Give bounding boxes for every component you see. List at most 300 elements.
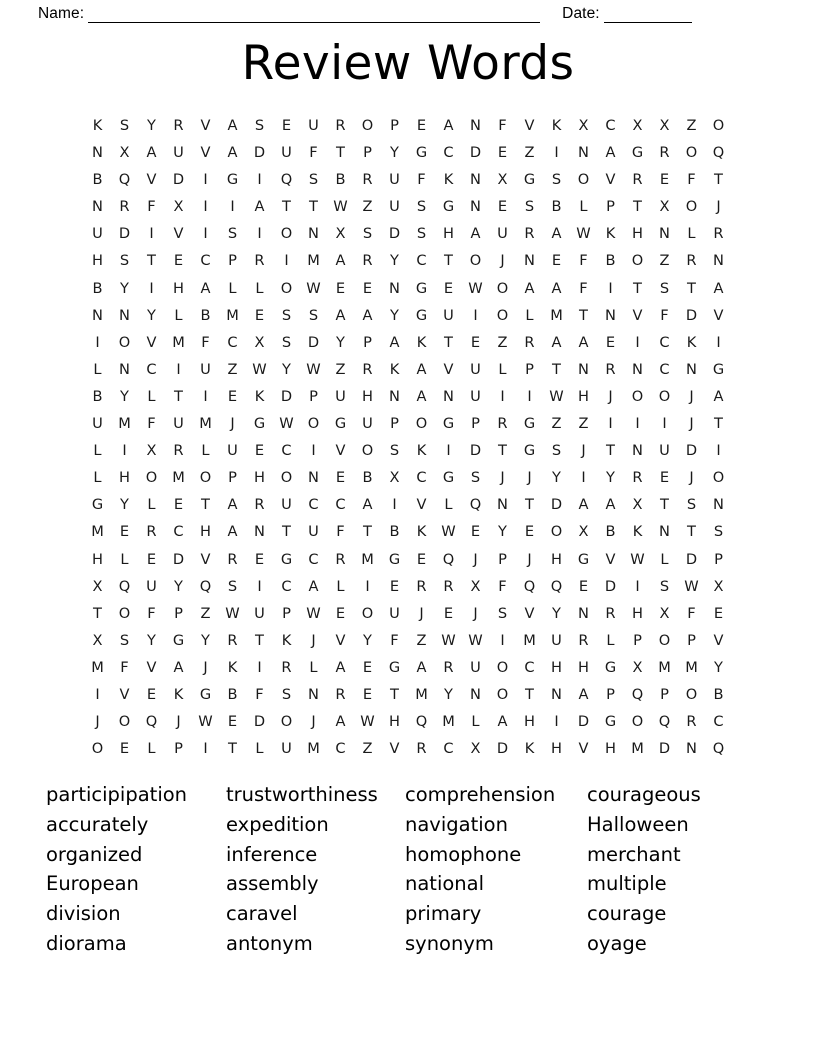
grid-letter[interactable]: T: [687, 279, 696, 297]
grid-letter[interactable]: U: [227, 442, 238, 460]
grid-letter[interactable]: K: [416, 523, 427, 541]
grid-letter[interactable]: O: [712, 117, 725, 134]
grid-letter[interactable]: D: [307, 333, 320, 351]
grid-letter[interactable]: H: [389, 713, 400, 731]
grid-letter[interactable]: P: [606, 198, 615, 216]
grid-letter[interactable]: Z: [686, 117, 697, 134]
grid-letter[interactable]: I: [176, 360, 181, 378]
grid-letter[interactable]: X: [578, 117, 589, 134]
word-list-item[interactable]: homophone: [405, 842, 522, 866]
grid-letter[interactable]: I: [554, 713, 559, 731]
grid-letter[interactable]: O: [685, 198, 698, 216]
grid-letter[interactable]: X: [254, 333, 265, 351]
word-list-item[interactable]: assembly: [226, 872, 319, 896]
grid-letter[interactable]: O: [118, 713, 131, 731]
word-list-item[interactable]: organized: [46, 842, 143, 866]
grid-letter[interactable]: D: [685, 550, 698, 568]
grid-letter[interactable]: R: [227, 550, 238, 568]
grid-letter[interactable]: X: [173, 198, 184, 216]
grid-letter[interactable]: G: [631, 144, 644, 162]
grid-letter[interactable]: M: [550, 306, 563, 324]
grid-letter[interactable]: V: [146, 658, 157, 676]
grid-letter[interactable]: F: [660, 306, 669, 324]
grid-letter[interactable]: A: [578, 333, 589, 351]
grid-letter[interactable]: N: [605, 306, 616, 324]
grid-letter[interactable]: E: [470, 333, 481, 351]
grid-letter[interactable]: I: [662, 415, 667, 433]
grid-letter[interactable]: O: [361, 604, 374, 622]
grid-letter[interactable]: U: [470, 360, 481, 378]
grid-letter[interactable]: J: [581, 442, 586, 460]
grid-letter[interactable]: E: [254, 306, 265, 324]
grid-letter[interactable]: F: [417, 171, 426, 189]
grid-letter[interactable]: D: [388, 225, 401, 243]
word-list-item[interactable]: primary: [405, 902, 482, 926]
grid-letter[interactable]: J: [689, 387, 694, 405]
grid-letter[interactable]: I: [581, 469, 586, 487]
grid-letter[interactable]: L: [93, 442, 102, 460]
grid-letter[interactable]: I: [635, 415, 640, 433]
grid-letter[interactable]: R: [686, 252, 697, 270]
grid-letter[interactable]: B: [92, 171, 103, 189]
grid-letter[interactable]: J: [689, 415, 694, 433]
grid-letter[interactable]: B: [92, 279, 103, 297]
grid-letter[interactable]: P: [498, 550, 507, 568]
grid-letter[interactable]: L: [687, 225, 696, 243]
grid-letter[interactable]: I: [149, 225, 154, 243]
grid-letter[interactable]: V: [335, 631, 346, 649]
grid-letter[interactable]: G: [91, 496, 104, 514]
grid-letter[interactable]: N: [308, 685, 319, 703]
grid-letter[interactable]: L: [579, 198, 588, 216]
grid-letter[interactable]: D: [658, 740, 671, 758]
grid-letter[interactable]: G: [226, 171, 239, 189]
grid-letter[interactable]: S: [659, 577, 670, 595]
grid-letter[interactable]: V: [173, 225, 184, 243]
grid-letter[interactable]: A: [308, 577, 319, 595]
grid-letter[interactable]: Y: [390, 306, 399, 324]
grid-letter[interactable]: O: [577, 171, 590, 189]
grid-letter[interactable]: T: [93, 604, 102, 622]
grid-letter[interactable]: Y: [120, 387, 129, 405]
grid-letter[interactable]: E: [227, 713, 238, 731]
grid-letter[interactable]: M: [118, 415, 131, 433]
grid-letter[interactable]: N: [632, 360, 643, 378]
grid-letter[interactable]: O: [496, 685, 509, 703]
grid-letter[interactable]: L: [147, 387, 156, 405]
grid-letter[interactable]: Y: [444, 685, 453, 703]
grid-letter[interactable]: E: [497, 198, 508, 216]
grid-letter[interactable]: K: [92, 117, 103, 134]
grid-letter[interactable]: L: [255, 279, 264, 297]
grid-letter[interactable]: M: [658, 658, 671, 676]
grid-letter[interactable]: Z: [578, 415, 589, 433]
grid-letter[interactable]: U: [362, 415, 373, 433]
grid-letter[interactable]: S: [308, 171, 319, 189]
grid-letter[interactable]: D: [469, 144, 482, 162]
grid-letter[interactable]: I: [635, 577, 640, 595]
grid-letter[interactable]: F: [255, 685, 264, 703]
grid-letter[interactable]: C: [659, 333, 670, 351]
grid-letter[interactable]: K: [416, 333, 427, 351]
grid-letter[interactable]: U: [659, 442, 670, 460]
grid-letter[interactable]: M: [523, 631, 536, 649]
grid-letter[interactable]: A: [605, 496, 616, 514]
grid-letter[interactable]: V: [389, 740, 400, 758]
word-list-item[interactable]: national: [405, 872, 485, 896]
grid-letter[interactable]: V: [200, 117, 211, 134]
grid-letter[interactable]: K: [173, 685, 184, 703]
grid-letter[interactable]: H: [551, 740, 562, 758]
grid-letter[interactable]: Y: [120, 496, 129, 514]
grid-letter[interactable]: E: [659, 171, 670, 189]
grid-letter[interactable]: S: [281, 333, 292, 351]
grid-letter[interactable]: C: [659, 360, 670, 378]
grid-letter[interactable]: U: [281, 144, 292, 162]
grid-letter[interactable]: T: [660, 496, 669, 514]
grid-letter[interactable]: S: [281, 685, 292, 703]
grid-letter[interactable]: U: [335, 387, 346, 405]
grid-letter[interactable]: S: [119, 252, 130, 270]
grid-letter[interactable]: Y: [147, 117, 156, 134]
grid-letter[interactable]: G: [712, 360, 725, 378]
grid-letter[interactable]: D: [172, 550, 185, 568]
grid-letter[interactable]: V: [713, 631, 724, 649]
grid-letter[interactable]: L: [120, 550, 129, 568]
grid-letter[interactable]: A: [227, 117, 238, 134]
grid-letter[interactable]: W: [576, 225, 591, 243]
grid-letter[interactable]: Y: [714, 658, 723, 676]
word-list-item[interactable]: inference: [226, 842, 318, 866]
grid-letter[interactable]: S: [713, 523, 724, 541]
grid-letter[interactable]: F: [309, 144, 318, 162]
grid-letter[interactable]: U: [308, 523, 319, 541]
grid-letter[interactable]: T: [228, 740, 237, 758]
grid-letter[interactable]: S: [497, 604, 508, 622]
grid-letter[interactable]: Q: [658, 713, 671, 731]
grid-letter[interactable]: I: [203, 171, 208, 189]
grid-letter[interactable]: A: [551, 279, 562, 297]
grid-letter[interactable]: I: [554, 144, 559, 162]
grid-letter[interactable]: E: [254, 442, 265, 460]
grid-letter[interactable]: C: [335, 496, 346, 514]
word-list-item[interactable]: accurately: [46, 812, 149, 836]
grid-letter[interactable]: U: [443, 306, 454, 324]
grid-letter[interactable]: N: [254, 523, 265, 541]
grid-letter[interactable]: P: [309, 387, 318, 405]
grid-letter[interactable]: N: [470, 171, 481, 189]
grid-letter[interactable]: I: [257, 225, 262, 243]
grid-letter[interactable]: A: [362, 306, 373, 324]
grid-letter[interactable]: T: [147, 252, 156, 270]
grid-letter[interactable]: F: [147, 604, 156, 622]
grid-letter[interactable]: S: [551, 442, 562, 460]
grid-letter[interactable]: K: [632, 523, 643, 541]
grid-letter[interactable]: V: [443, 360, 454, 378]
grid-letter[interactable]: S: [416, 225, 427, 243]
grid-letter[interactable]: P: [363, 144, 372, 162]
grid-letter[interactable]: O: [361, 442, 374, 460]
word-list-item[interactable]: antonym: [226, 931, 313, 955]
grid-letter[interactable]: M: [226, 306, 239, 324]
grid-letter[interactable]: Z: [551, 415, 562, 433]
grid-letter[interactable]: I: [284, 252, 289, 270]
grid-letter[interactable]: E: [146, 550, 157, 568]
grid-letter[interactable]: K: [686, 333, 697, 351]
grid-letter[interactable]: L: [255, 740, 264, 758]
grid-letter[interactable]: O: [307, 415, 320, 433]
grid-letter[interactable]: L: [147, 496, 156, 514]
grid-letter[interactable]: G: [172, 631, 185, 649]
grid-letter[interactable]: R: [173, 117, 184, 134]
grid-letter[interactable]: O: [712, 469, 725, 487]
grid-letter[interactable]: X: [632, 496, 643, 514]
grid-letter[interactable]: J: [95, 713, 100, 731]
grid-letter[interactable]: C: [281, 442, 292, 460]
grid-letter[interactable]: G: [199, 685, 212, 703]
word-list-item[interactable]: trustworthiness: [226, 783, 378, 806]
word-list-item[interactable]: navigation: [405, 812, 508, 836]
grid-letter[interactable]: M: [172, 469, 185, 487]
grid-letter[interactable]: O: [280, 279, 293, 297]
grid-letter[interactable]: Z: [497, 333, 508, 351]
grid-letter[interactable]: Z: [362, 740, 373, 758]
date-input-rule[interactable]: [604, 7, 692, 23]
grid-letter[interactable]: Y: [390, 252, 399, 270]
grid-letter[interactable]: E: [362, 279, 373, 297]
grid-letter[interactable]: H: [551, 658, 562, 676]
grid-letter[interactable]: D: [253, 144, 266, 162]
grid-letter[interactable]: X: [632, 117, 643, 134]
word-list-item[interactable]: diorama: [46, 931, 127, 955]
grid-letter[interactable]: E: [551, 252, 562, 270]
grid-letter[interactable]: V: [605, 550, 616, 568]
grid-letter[interactable]: Q: [523, 577, 536, 595]
grid-letter[interactable]: V: [605, 171, 616, 189]
grid-letter[interactable]: S: [308, 306, 319, 324]
grid-letter[interactable]: V: [578, 740, 589, 758]
grid-letter[interactable]: U: [389, 604, 400, 622]
grid-letter[interactable]: X: [92, 631, 103, 649]
grid-letter[interactable]: T: [201, 496, 210, 514]
grid-letter[interactable]: I: [149, 279, 154, 297]
grid-letter[interactable]: O: [91, 740, 104, 758]
grid-letter[interactable]: T: [444, 333, 453, 351]
grid-letter[interactable]: D: [550, 496, 563, 514]
grid-letter[interactable]: J: [473, 550, 478, 568]
grid-letter[interactable]: S: [389, 442, 400, 460]
grid-letter[interactable]: J: [527, 469, 532, 487]
grid-letter[interactable]: V: [146, 333, 157, 351]
grid-letter[interactable]: E: [389, 577, 400, 595]
grid-letter[interactable]: W: [225, 604, 240, 622]
grid-letter[interactable]: N: [92, 198, 103, 216]
grid-letter[interactable]: N: [470, 685, 481, 703]
grid-letter[interactable]: I: [203, 225, 208, 243]
grid-letter[interactable]: J: [716, 198, 721, 216]
grid-letter[interactable]: T: [525, 496, 534, 514]
grid-letter[interactable]: V: [524, 117, 535, 134]
grid-letter[interactable]: Y: [174, 577, 183, 595]
grid-letter[interactable]: U: [92, 225, 103, 243]
grid-letter[interactable]: U: [173, 144, 184, 162]
grid-letter[interactable]: T: [336, 144, 345, 162]
grid-letter[interactable]: Q: [550, 577, 563, 595]
grid-letter[interactable]: U: [173, 415, 184, 433]
grid-letter[interactable]: B: [92, 387, 103, 405]
grid-letter[interactable]: C: [308, 550, 319, 568]
grid-letter[interactable]: L: [228, 279, 237, 297]
grid-letter[interactable]: I: [311, 442, 316, 460]
grid-letter[interactable]: D: [685, 442, 698, 460]
grid-letter[interactable]: R: [632, 469, 643, 487]
grid-letter[interactable]: B: [605, 523, 616, 541]
word-list-item[interactable]: caravel: [226, 902, 298, 926]
grid-letter[interactable]: C: [308, 496, 319, 514]
grid-letter[interactable]: C: [416, 252, 427, 270]
grid-letter[interactable]: G: [604, 713, 617, 731]
grid-letter[interactable]: A: [713, 279, 724, 297]
grid-letter[interactable]: T: [714, 171, 723, 189]
grid-letter[interactable]: E: [497, 144, 508, 162]
grid-letter[interactable]: O: [658, 387, 671, 405]
grid-letter[interactable]: H: [605, 740, 616, 758]
grid-letter[interactable]: P: [714, 550, 723, 568]
grid-letter[interactable]: I: [716, 333, 721, 351]
word-list-item[interactable]: oyage: [587, 931, 647, 955]
grid-letter[interactable]: P: [471, 415, 480, 433]
grid-letter[interactable]: N: [578, 604, 589, 622]
grid-letter[interactable]: I: [95, 333, 100, 351]
grid-letter[interactable]: D: [280, 387, 293, 405]
grid-letter[interactable]: V: [713, 306, 724, 324]
grid-letter[interactable]: N: [713, 496, 724, 514]
grid-letter[interactable]: R: [146, 523, 157, 541]
grid-letter[interactable]: A: [335, 658, 346, 676]
grid-letter[interactable]: E: [119, 740, 130, 758]
grid-letter[interactable]: S: [119, 117, 130, 134]
grid-letter[interactable]: E: [362, 658, 373, 676]
grid-letter[interactable]: V: [524, 604, 535, 622]
grid-letter[interactable]: A: [227, 496, 238, 514]
grid-letter[interactable]: T: [282, 198, 291, 216]
grid-letter[interactable]: X: [389, 469, 400, 487]
grid-letter[interactable]: Z: [362, 198, 373, 216]
grid-letter[interactable]: W: [252, 360, 267, 378]
grid-letter[interactable]: T: [309, 198, 318, 216]
grid-letter[interactable]: A: [362, 496, 373, 514]
grid-letter[interactable]: K: [551, 117, 562, 134]
grid-letter[interactable]: U: [551, 631, 562, 649]
word-list-item[interactable]: courageous: [587, 783, 701, 806]
grid-letter[interactable]: G: [280, 550, 293, 568]
grid-letter[interactable]: R: [524, 333, 535, 351]
grid-letter[interactable]: X: [632, 658, 643, 676]
grid-letter[interactable]: Q: [199, 577, 212, 595]
grid-letter[interactable]: P: [228, 469, 237, 487]
grid-letter[interactable]: I: [608, 279, 613, 297]
grid-letter[interactable]: R: [605, 360, 616, 378]
grid-letter[interactable]: R: [254, 252, 265, 270]
grid-letter[interactable]: J: [608, 387, 613, 405]
grid-letter[interactable]: Q: [118, 171, 131, 189]
grid-letter[interactable]: T: [444, 252, 453, 270]
grid-letter[interactable]: U: [254, 604, 265, 622]
grid-letter[interactable]: T: [633, 279, 642, 297]
grid-letter[interactable]: E: [362, 685, 373, 703]
grid-letter[interactable]: T: [714, 415, 723, 433]
grid-letter[interactable]: E: [254, 550, 265, 568]
grid-letter[interactable]: V: [632, 306, 643, 324]
grid-letter[interactable]: H: [443, 225, 454, 243]
grid-letter[interactable]: C: [713, 713, 724, 731]
grid-letter[interactable]: A: [551, 225, 562, 243]
grid-letter[interactable]: A: [470, 225, 481, 243]
grid-letter[interactable]: T: [498, 442, 507, 460]
grid-letter[interactable]: U: [470, 658, 481, 676]
grid-letter[interactable]: G: [415, 279, 428, 297]
grid-letter[interactable]: J: [311, 713, 316, 731]
grid-letter[interactable]: R: [335, 550, 346, 568]
grid-letter[interactable]: L: [201, 442, 210, 460]
grid-letter[interactable]: W: [549, 387, 564, 405]
grid-letter[interactable]: V: [200, 550, 211, 568]
grid-letter[interactable]: E: [443, 279, 454, 297]
grid-letter[interactable]: E: [119, 523, 130, 541]
grid-letter[interactable]: A: [443, 117, 454, 134]
grid-letter[interactable]: D: [685, 306, 698, 324]
grid-letter[interactable]: P: [363, 333, 372, 351]
grid-letter[interactable]: E: [173, 252, 184, 270]
grid-letter[interactable]: N: [470, 198, 481, 216]
grid-letter[interactable]: A: [335, 713, 346, 731]
grid-letter[interactable]: S: [254, 117, 265, 134]
grid-letter[interactable]: O: [685, 685, 698, 703]
grid-letter[interactable]: U: [308, 117, 319, 134]
grid-letter[interactable]: E: [416, 550, 427, 568]
grid-letter[interactable]: R: [254, 496, 265, 514]
grid-letter[interactable]: E: [227, 387, 238, 405]
grid-letter[interactable]: F: [201, 333, 210, 351]
grid-letter[interactable]: L: [660, 550, 669, 568]
grid-letter[interactable]: N: [524, 252, 535, 270]
word-list-item[interactable]: synonym: [405, 931, 494, 955]
grid-letter[interactable]: J: [689, 469, 694, 487]
grid-letter[interactable]: U: [281, 740, 292, 758]
grid-letter[interactable]: L: [444, 496, 453, 514]
grid-letter[interactable]: Q: [631, 685, 644, 703]
grid-letter[interactable]: H: [92, 550, 103, 568]
grid-letter[interactable]: A: [497, 713, 508, 731]
grid-letter[interactable]: L: [93, 469, 102, 487]
grid-letter[interactable]: W: [333, 198, 348, 216]
grid-letter[interactable]: S: [362, 225, 373, 243]
grid-letter[interactable]: H: [578, 658, 589, 676]
grid-letter[interactable]: I: [257, 171, 262, 189]
grid-letter[interactable]: Y: [120, 279, 129, 297]
grid-letter[interactable]: O: [280, 225, 293, 243]
grid-letter[interactable]: O: [631, 713, 644, 731]
grid-letter[interactable]: P: [687, 631, 696, 649]
grid-letter[interactable]: D: [118, 225, 131, 243]
grid-letter[interactable]: X: [659, 198, 670, 216]
grid-letter[interactable]: N: [119, 306, 130, 324]
grid-letter[interactable]: I: [257, 658, 262, 676]
grid-letter[interactable]: M: [307, 252, 320, 270]
grid-letter[interactable]: U: [281, 496, 292, 514]
grid-letter[interactable]: Q: [280, 171, 293, 189]
grid-letter[interactable]: X: [119, 144, 130, 162]
